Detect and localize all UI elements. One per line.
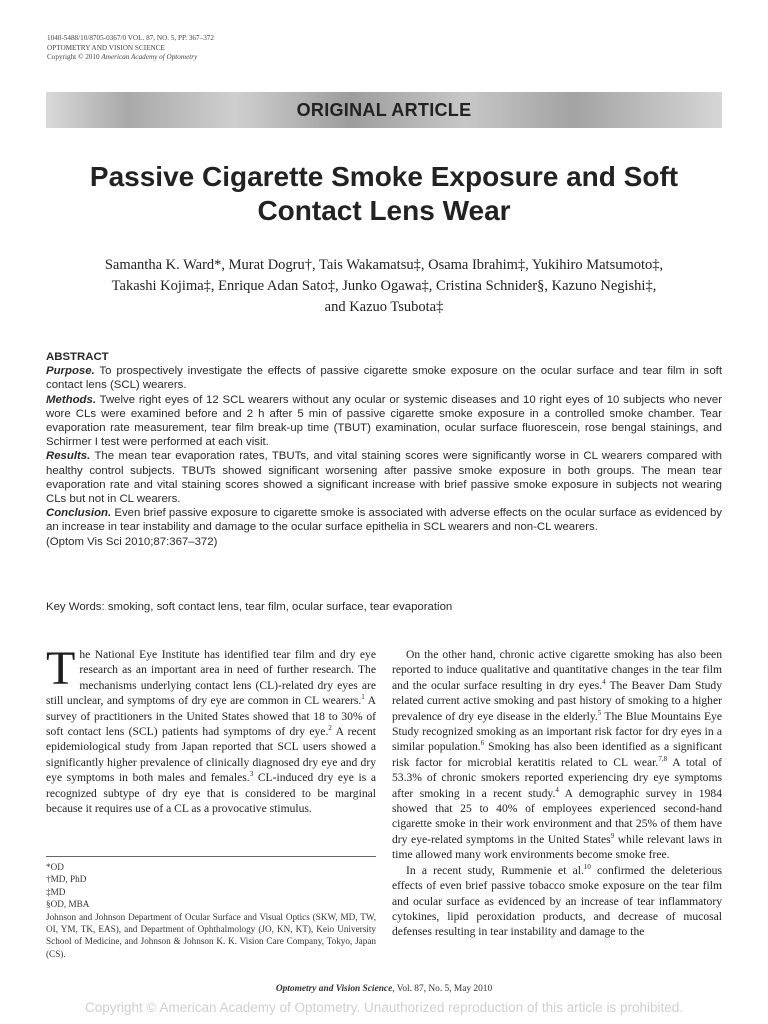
footnote-md-phd: †MD, PhD	[46, 874, 87, 885]
title-line-1: Passive Cigarette Smoke Exposure and Soft	[89, 161, 679, 192]
header-line-2: OPTOMETRY AND VISION SCIENCE	[47, 43, 165, 52]
journal-footer: Optometry and Vision Science, Vol. 87, No. 5, May 2010	[275, 984, 493, 994]
section-band	[46, 92, 722, 128]
abstract-methods: Methods. Twelve right eyes of 12 SCL wearers without any ocular or systemic diseases and 10 right eyes of 10 subjects who never wore CLs were examined before and 2 h after 5 min of passive cigarette smoke exposure in a controlled smoke chamber. Tear evaporation rate measurement, tear film break-up time (TBUT) examination, ocular surface fluorescein, rose bengal stainings, and Schirmer I test were performed at each visit.	[46, 393, 722, 449]
abstract-heading: ABSTRACT	[46, 351, 109, 363]
footnotes	[46, 856, 376, 960]
abstract-results: Results. The mean tear evaporation rates, TBUTs, and vital staining scores were significantly worse in CL wearers compared with healthy control subjects. TBUTs showed significant worsening after passive smoke exposure in both groups. The mean tear evaporation rate and vital staining scores showed a significant increase with brief passive smoke exposure in subjects not wearing CLs but not in CL wearers.	[46, 450, 722, 506]
abstract	[46, 350, 722, 549]
running-header	[47, 34, 214, 63]
drop-cap: T	[46, 642, 76, 695]
intro-paragraph: The National Eye Institute has identified tear film and dry eye research as an important area in need of further research. The mechanisms underlying contact lens (CL)-related dry eyes are still unclear, and symptoms of dry eye are common in CL wearers.$^1$ A survey of practitioners in the United States showed that 18 to 30% of soft contact lens (SCL) patients had symptoms of dry eye.$^2$ A recent epidemiological study from Japan reported that SCL users showed a significantly higher prevalence of clinically diagnosed dry eye and dry eye symptoms in both males and females.$^3$ CL-induced dry eye is a recognized subtype of dry eye that is considered to be marginal because it requires use of a CL as a provocative stimulus.	[46, 642, 377, 816]
authors-line-2: Takashi Kojima‡, Enrique Adan Sato‡, Junko Ogawa‡, Cristina Schnider§, Kazuno Negishi‡,	[111, 278, 657, 294]
body-column-left	[46, 642, 377, 816]
title-line-2: Contact Lens Wear	[257, 195, 511, 226]
affiliations: Johnson and Johnson Department of Ocular Surface and Visual Optics (SKW, MD, TW, OI, YM, TK, EAS), and Department of Ophthalmology (JO, KN, KT), Keio University School of Medicine, and Johnson & Johnson K. K. Vision Care Company, Tokyo, Japan (CS).	[46, 911, 376, 959]
rummenie-paragraph: In a recent study, Rummenie et al.$^{10}$ confirmed the deleterious effects of even brief passive tobacco smoke exposure on the tear film and ocular surface as evidenced by an increase of tear inflammatory cytokines, lipid peroxidation products, and decrease of mucosal defenses resulting in tear instability and damage to the	[392, 862, 722, 939]
abstract-citation: (Optom Vis Sci 2010;87:367–372)	[46, 535, 218, 548]
body-column-right	[392, 647, 722, 940]
article-type-label: ORIGINAL ARTICLE	[296, 100, 472, 120]
header-line-1: 1040-5488/10/8705-0367/0 VOL. 87, NO. 5, PP. 367–372	[47, 34, 214, 42]
footnote-od-mba: §OD, MBA	[46, 899, 90, 910]
authors-line-3: and Kazuo Tsubota‡	[324, 299, 444, 315]
smoking-paragraph: On the other hand, chronic active cigarette smoking has also been reported to induce qualitative and quantitative changes in the tear film and the ocular surface resulting in dry eyes.$^4$ The Beaver Dam Study related current active smoking and past history of smoking to a higher prevalence of dry eye disease in the elderly.$^5$ The Blue Mountains Eye Study recognized smoking as an important risk factor for dry eyes in a similar population.$^6$ Smoking has also been identified as a significant risk factor for microbial keratitis related to CL wear.$^{7,8}$ A total of 53.3% of chronic smokers reported experiencing dry eye symptoms after smoking in a recent study.$^4$ A demographic survey in 1984 showed that 25 to 40% of employees experienced second-hand cigarette smoke in their work environment and that 25% of them have dry eye-related symptoms in the United States$^9$ while relevant laws in time allowed many work environments become smoke free.	[392, 648, 723, 862]
abstract-purpose: Purpose. To prospectively investigate the effects of passive cigarette smoke exposure on the ocular surface and tear film in soft contact lens (SCL) wearers.	[46, 365, 722, 392]
footnote-od: *OD	[46, 862, 64, 872]
authors-line-1: Samantha K. Ward*, Murat Dogru†, Tais Wakamatsu‡, Osama Ibrahim‡, Yukihiro Matsumoto‡,	[104, 257, 664, 273]
article-title	[46, 160, 722, 228]
footnote-md: ‡MD	[46, 886, 66, 897]
abstract-conclusion: Conclusion. Even brief passive exposure to cigarette smoke is associated with adverse effects on the ocular surface as evidenced by an increase in tear instability and damage to the ocular surface epithelia in SCL wearers and non-CL wearers.	[46, 507, 722, 534]
author-list	[60, 255, 708, 318]
header-line-3: Copyright © 2010 American Academy of Optometry	[47, 53, 198, 62]
keywords: Key Words: smoking, soft contact lens, tear film, ocular surface, tear evaporation	[46, 601, 453, 613]
copyright-watermark: Copyright © American Academy of Optometry. Unauthorized reproduction of this article is prohibited.	[85, 1000, 683, 1015]
